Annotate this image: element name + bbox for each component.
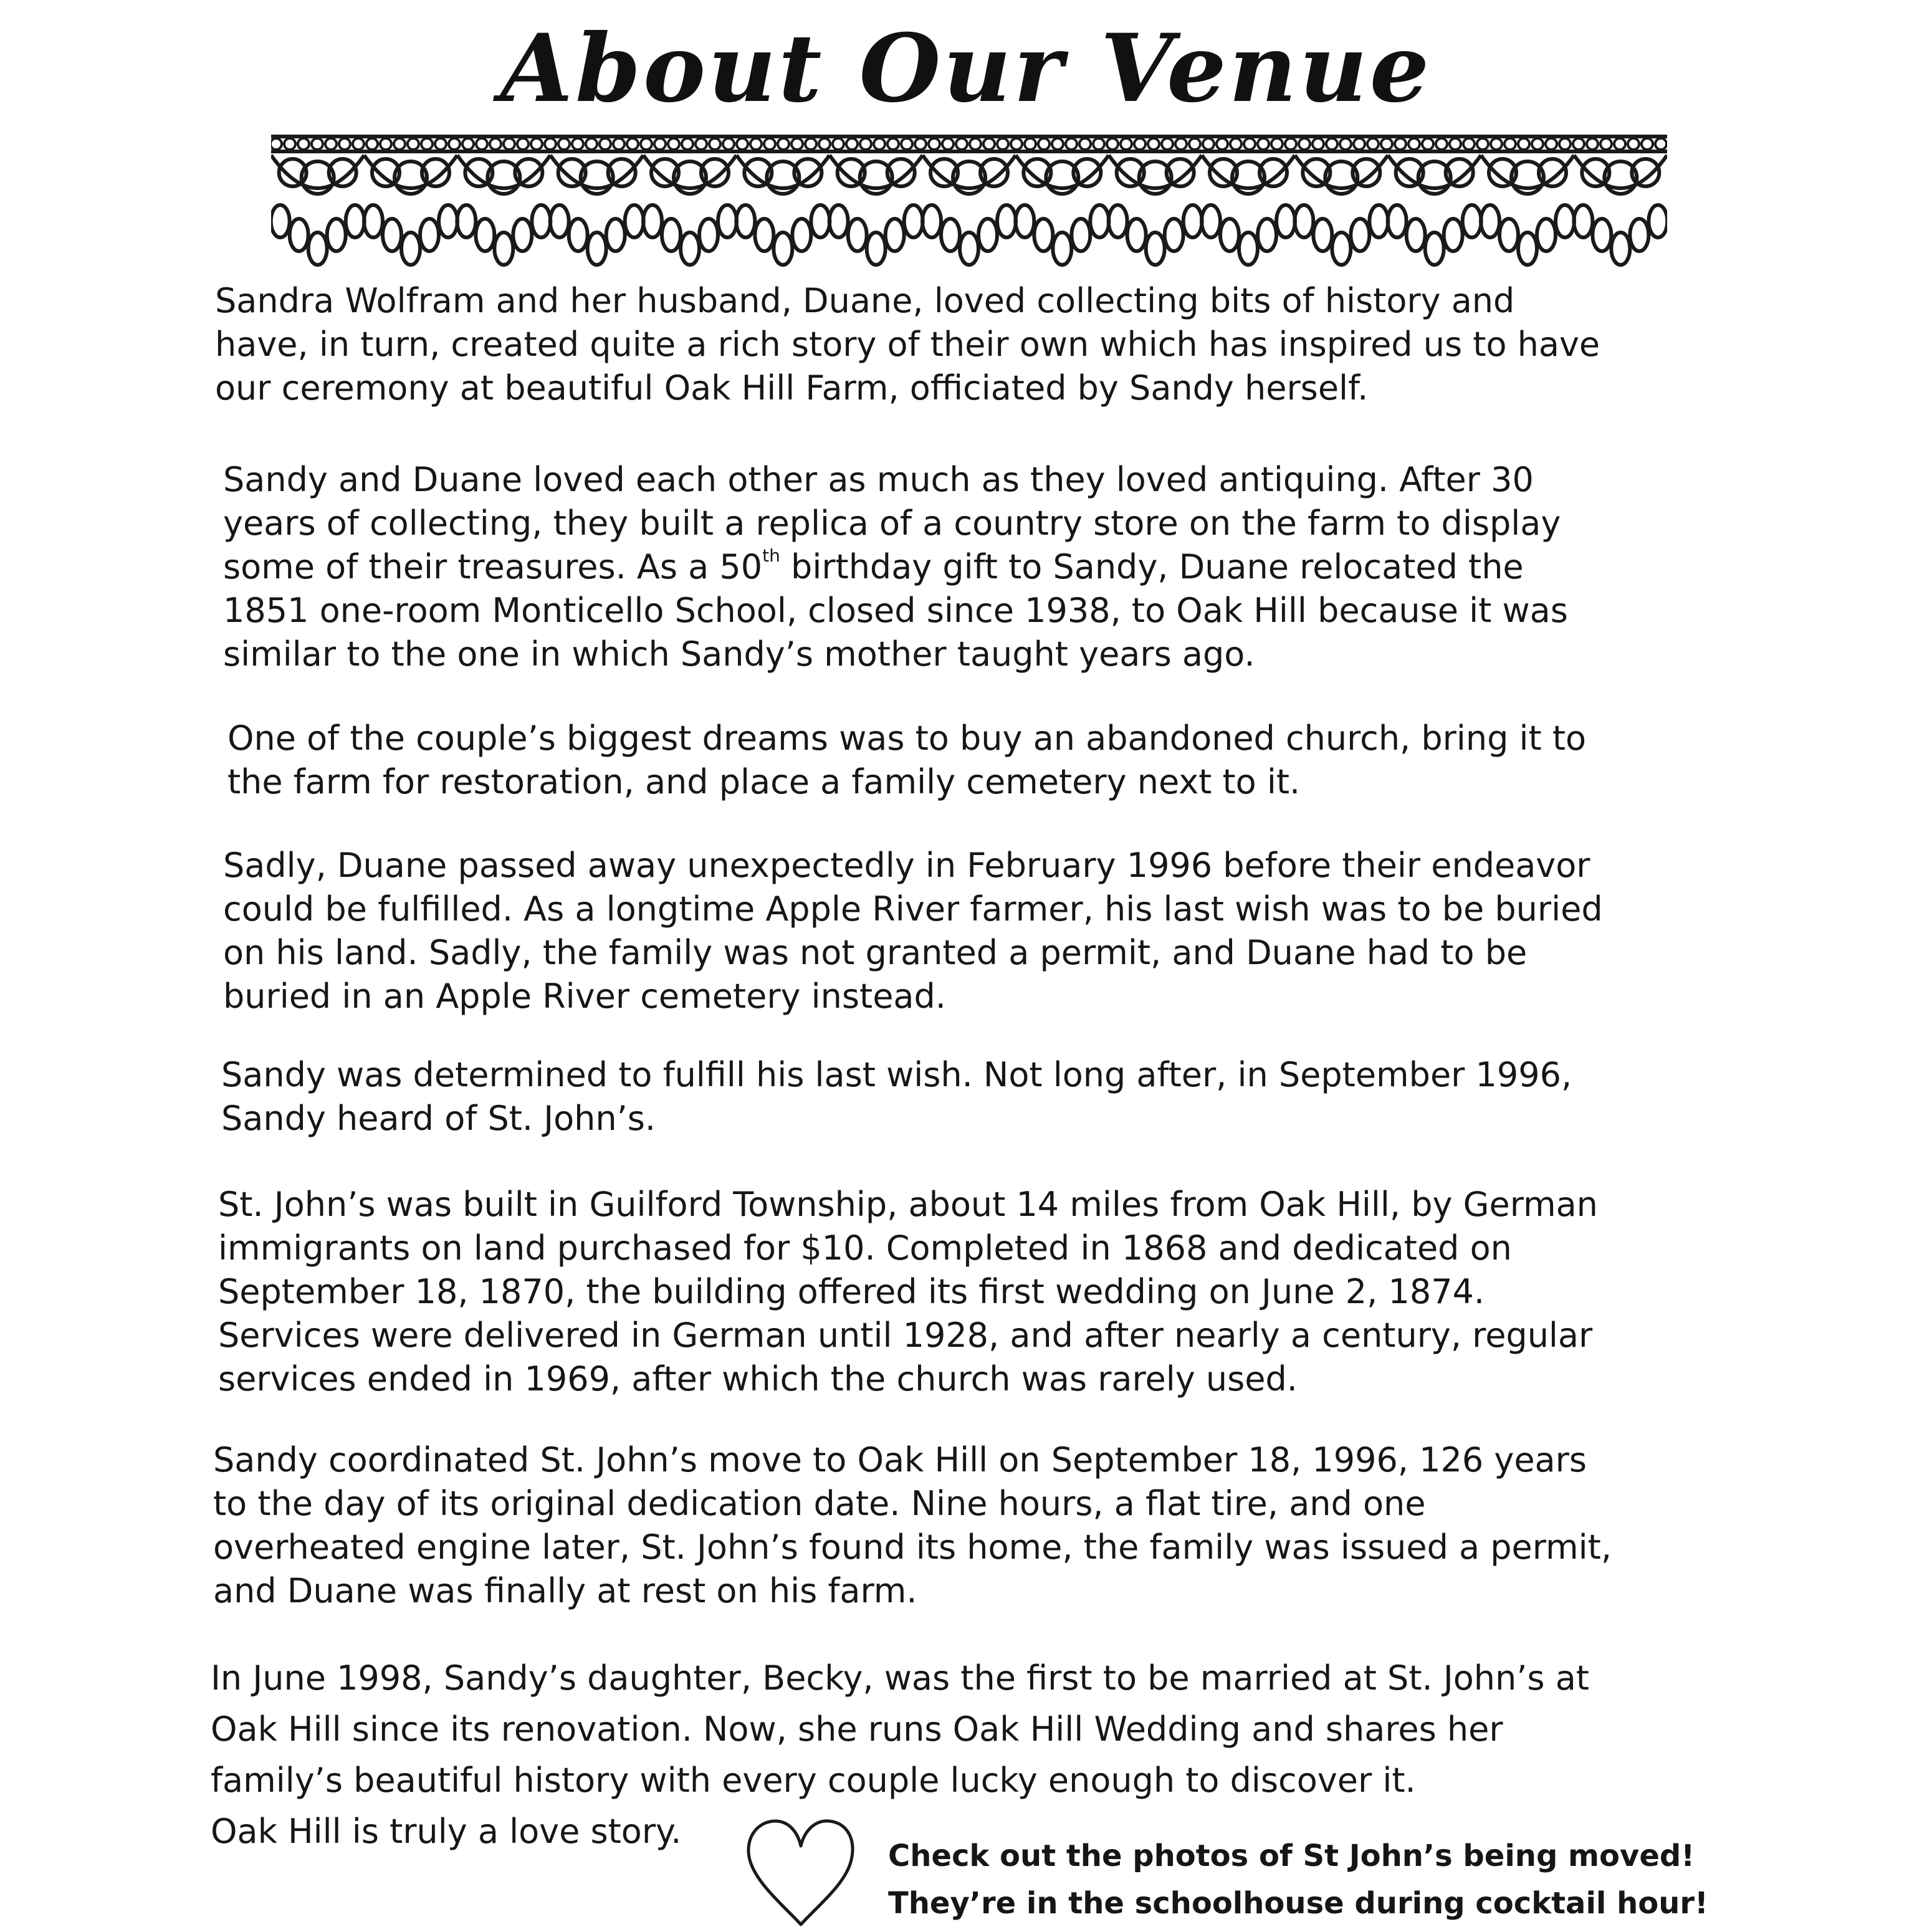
text-line: Sandy and Duane loved each other as much as they loved antiquing. After 30 bbox=[223, 460, 1534, 499]
text-line: could be fulfilled. As a longtime Apple River farmer, his last wish was to be buried bbox=[223, 889, 1603, 929]
text-line: Sandy coordinated St. John’s move to Oak Hill on September 18, 1996, 126 years bbox=[213, 1440, 1587, 1480]
paragraph-last-wish bbox=[221, 1053, 1572, 1141]
text-line bbox=[223, 545, 1568, 589]
heart-icon bbox=[742, 1814, 860, 1932]
text-fragment: birthday gift to Sandy, Duane relocated the bbox=[780, 547, 1524, 586]
note-line: They’re in the schoolhouse during cocktail hour! bbox=[888, 1886, 1708, 1921]
text-line: years of collecting, they built a replica of a country store on the farm to display bbox=[223, 504, 1561, 543]
text-line: the farm for restoration, and place a family cemetery next to it. bbox=[227, 762, 1301, 801]
photo-note bbox=[888, 1832, 1708, 1927]
text-line: overheated engine later, St. John’s found its home, the family was issued a permit, bbox=[213, 1528, 1612, 1567]
page-title: About Our Venue bbox=[500, 14, 1432, 123]
paragraph-move bbox=[213, 1438, 1612, 1613]
text-line: One of the couple’s biggest dreams was to buy an abandoned church, bring it to bbox=[227, 719, 1587, 758]
lace-border-ornament bbox=[271, 128, 1667, 271]
paragraph-becky bbox=[211, 1653, 1589, 1857]
paragraph-st-johns-history bbox=[218, 1183, 1598, 1401]
text-line: Sandra Wolfram and her husband, Duane, loved collecting bits of history and bbox=[215, 281, 1515, 320]
text-line: Sandy was determined to fulfill his last wish. Not long after, in September 1996, bbox=[221, 1055, 1572, 1094]
ordinal-superscript: th bbox=[762, 545, 780, 566]
text-line: family’s beautiful history with every couple lucky enough to discover it. bbox=[211, 1761, 1416, 1800]
text-line: Sadly, Duane passed away unexpectedly in February 1996 before their endeavor bbox=[223, 846, 1590, 885]
text-line: to the day of its original dedication date. Nine hours, a flat tire, and one bbox=[213, 1484, 1426, 1523]
text-line: Sandy heard of St. John’s. bbox=[221, 1099, 656, 1138]
text-line: immigrants on land purchased for $10. Completed in 1868 and dedicated on bbox=[218, 1228, 1512, 1268]
paragraph-antiquing bbox=[223, 458, 1568, 676]
text-line: September 18, 1870, the building offered its first wedding on June 2, 1874. bbox=[218, 1272, 1485, 1311]
paragraph-dreams bbox=[227, 717, 1586, 804]
text-line: similar to the one in which Sandy’s mother taught years ago. bbox=[223, 634, 1255, 674]
text-line: services ended in 1969, after which the church was rarely used. bbox=[218, 1359, 1298, 1399]
text-fragment: some of their treasures. As a 50 bbox=[223, 547, 763, 586]
text-line: Oak Hill since its renovation. Now, she runs Oak Hill Wedding and shares her bbox=[211, 1710, 1503, 1749]
text-line: and Duane was finally at rest on his farm. bbox=[213, 1571, 917, 1610]
text-line: our ceremony at beautiful Oak Hill Farm, officiated by Sandy herself. bbox=[215, 368, 1369, 408]
text-line: 1851 one-room Monticello School, closed since 1938, to Oak Hill because it was bbox=[223, 591, 1568, 630]
note-line: Check out the photos of St John’s being moved! bbox=[888, 1839, 1695, 1873]
text-line: Oak Hill is truly a love story. bbox=[211, 1812, 682, 1851]
paragraph-intro bbox=[215, 279, 1600, 410]
text-line: In June 1998, Sandy’s daughter, Becky, was the first to be married at St. John’s at bbox=[211, 1658, 1589, 1698]
text-line: have, in turn, created quite a rich story of their own which has inspired us to have bbox=[215, 325, 1600, 364]
text-line: on his land. Sadly, the family was not granted a permit, and Duane had to be bbox=[223, 933, 1528, 972]
text-line: Services were delivered in German until 1928, and after nearly a century, regular bbox=[218, 1316, 1593, 1355]
paragraph-duane bbox=[223, 844, 1603, 1018]
text-line: St. John’s was built in Guilford Township, about 14 miles from Oak Hill, by German bbox=[218, 1185, 1598, 1224]
text-line: buried in an Apple River cemetery instead. bbox=[223, 977, 946, 1016]
